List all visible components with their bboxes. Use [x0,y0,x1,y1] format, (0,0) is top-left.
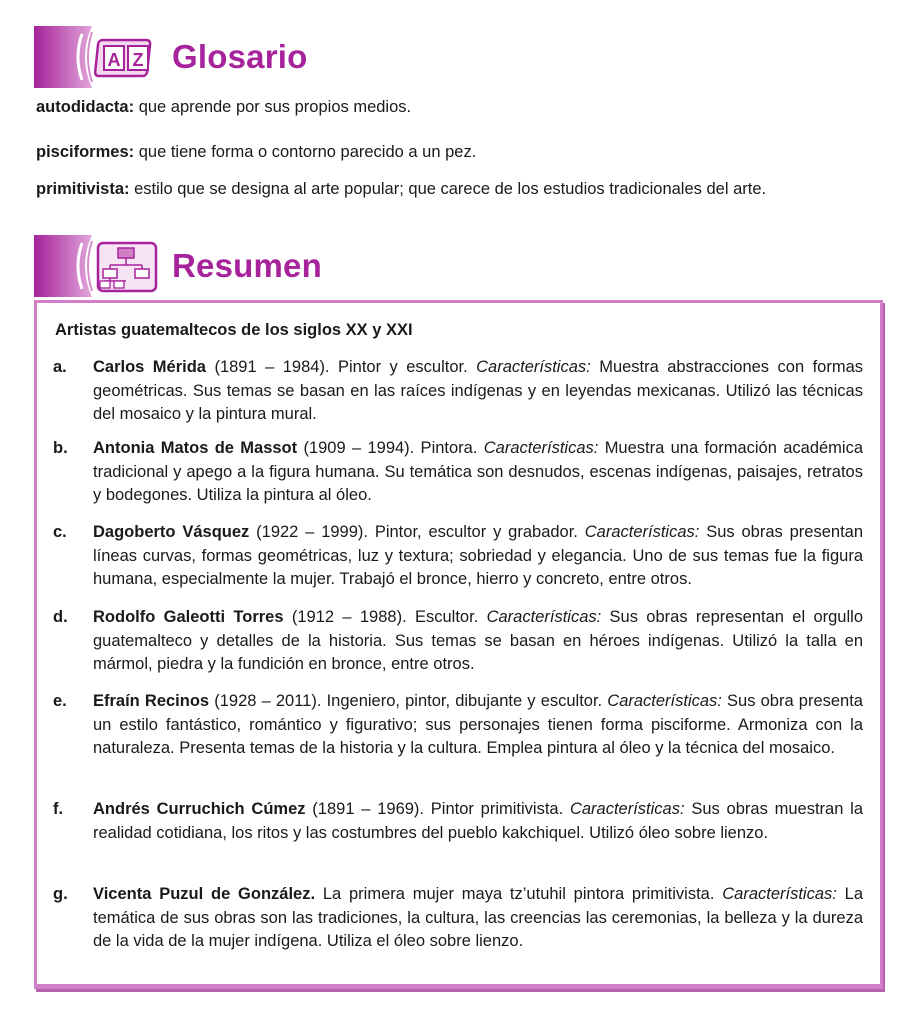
artist-item [53,883,863,954]
characteristics-label: Características: [607,692,722,710]
resumen-header [34,235,322,297]
item-text [93,690,863,761]
characteristics-label: Características: [476,358,591,376]
glossary-az-icon [34,26,162,88]
org-chart-icon [34,235,162,297]
glossary-definition: que tiene forma o contorno parecido a un pez. [138,143,477,161]
artist-item [53,356,863,427]
item-text [93,883,863,954]
item-letter: a. [53,358,67,376]
artist-item [53,606,863,677]
svg-text:Z: Z [132,50,144,70]
artist-description: La temática de sus obras son las tradiciones, la cultura, las creencias las ceremonias, la belleza y la dureza de la vida de la mujer indígena. Utiliza el óleo sobre lienzo. [93,885,864,950]
artist-dates: La primera mujer maya tz’utuhil pintora primitivista. [315,885,723,903]
artist-name: Vicenta Puzul de González. [93,885,316,903]
item-letter: d. [53,608,68,626]
item-letter: f. [53,800,64,818]
artist-description: Sus obras presentan líneas curvas, formas geométricas, luz y textura; sobriedad y elegancia. Uno de sus temas fue la figura humana, especialmente la mujer. Trabajó el bronce, hierro y concreto, entre otros. [93,523,864,588]
glosario-title: Glosario [172,38,308,75]
artist-description: Muestra abstracciones con formas geométricas. Sus temas se basan en las raíces indígenas y en leyendas mexicanas. Utilizó las técnicas del mosaico y la pintura mural. [93,358,863,423]
item-text [93,606,863,677]
resumen-title: Resumen [172,247,322,284]
glossary-definition: estilo que se designa al arte popular; que carece de los estudios tradicionales del arte. [134,180,767,198]
artist-name: Andrés Curruchich Cúmez [93,800,306,818]
artist-description: Sus obras representan el orgullo guatemalteco y detalles de la historia. Sus temas se basan en héroes indígenas. Utilizó la talla en mármol, piedra y la fundición en bronce, entre otros. [93,608,863,673]
characteristics-label: Características: [584,523,700,541]
item-text [93,437,863,508]
glossary-term: pisciformes: [36,143,135,161]
artist-item [53,521,863,592]
glossary-entry [36,141,476,163]
item-letter: c. [53,523,67,541]
artist-dates: (1891 – 1969). Pintor primitivista. [305,800,570,818]
glossary-term: autodidacta: [36,98,135,116]
item-text [93,521,863,592]
artist-description: Muestra una formación académica tradicional y apego a la figura humana. Su temática son desnudos, escenas indígenas, paisajes, retratos y bodegones. Utiliza la pintura al óleo. [93,439,864,504]
artist-description: Sus obras muestran la realidad cotidiana, los ritos y las costumbres del pueblo kakchiquel. Utilizó óleo sobre lienzo. [93,800,864,842]
glosario-header [34,26,307,88]
artist-dates: (1922 – 1999). Pintor, escultor y grabador. [249,523,585,541]
artist-name: Rodolfo Galeotti Torres [93,608,284,626]
item-letter: g. [53,885,68,903]
artist-name: Dagoberto Vásquez [93,523,250,541]
item-letter: e. [53,692,67,710]
artist-dates: (1909 – 1994). Pintora. [297,439,484,457]
artist-item [53,690,863,761]
characteristics-label: Características: [722,885,837,903]
icon-letters-az: A [107,50,121,70]
artist-dates: (1912 – 1988). Escultor. [283,608,487,626]
characteristics-label: Características: [483,439,599,457]
artist-item [53,798,863,845]
item-text [93,356,863,427]
artist-name: Efraín Recinos [93,692,210,710]
glossary-term: primitivista: [36,180,130,198]
artist-dates: (1928 – 2011). Ingeniero, pintor, dibujante y escultor. [209,692,608,710]
summary-box [34,300,883,989]
characteristics-label: Características: [569,800,685,818]
item-text [93,798,863,845]
characteristics-label: Características: [486,608,602,626]
item-letter: b. [53,439,68,457]
glossary-entry [36,96,411,118]
artist-dates: (1891 – 1984). Pintor y escultor. [206,358,477,376]
glossary-entry [36,178,766,200]
glossary-definition: que aprende por sus propios medios. [138,98,412,116]
summary-box-title: Artistas guatemaltecos de los siglos XX y XXI [55,321,413,339]
artist-description: Sus obra presenta un estilo fantástico, romántico y figurativo; sus personajes tienen forma pisciforme. Armoniza con la naturaleza. Presenta temas de la historia y la cultura. Emplea pintura al óleo y la técnica del mosaico. [93,692,863,757]
artist-name: Carlos Mérida [93,358,206,376]
artist-item [53,437,863,508]
artist-name: Antonia Matos de Massot [93,439,298,457]
